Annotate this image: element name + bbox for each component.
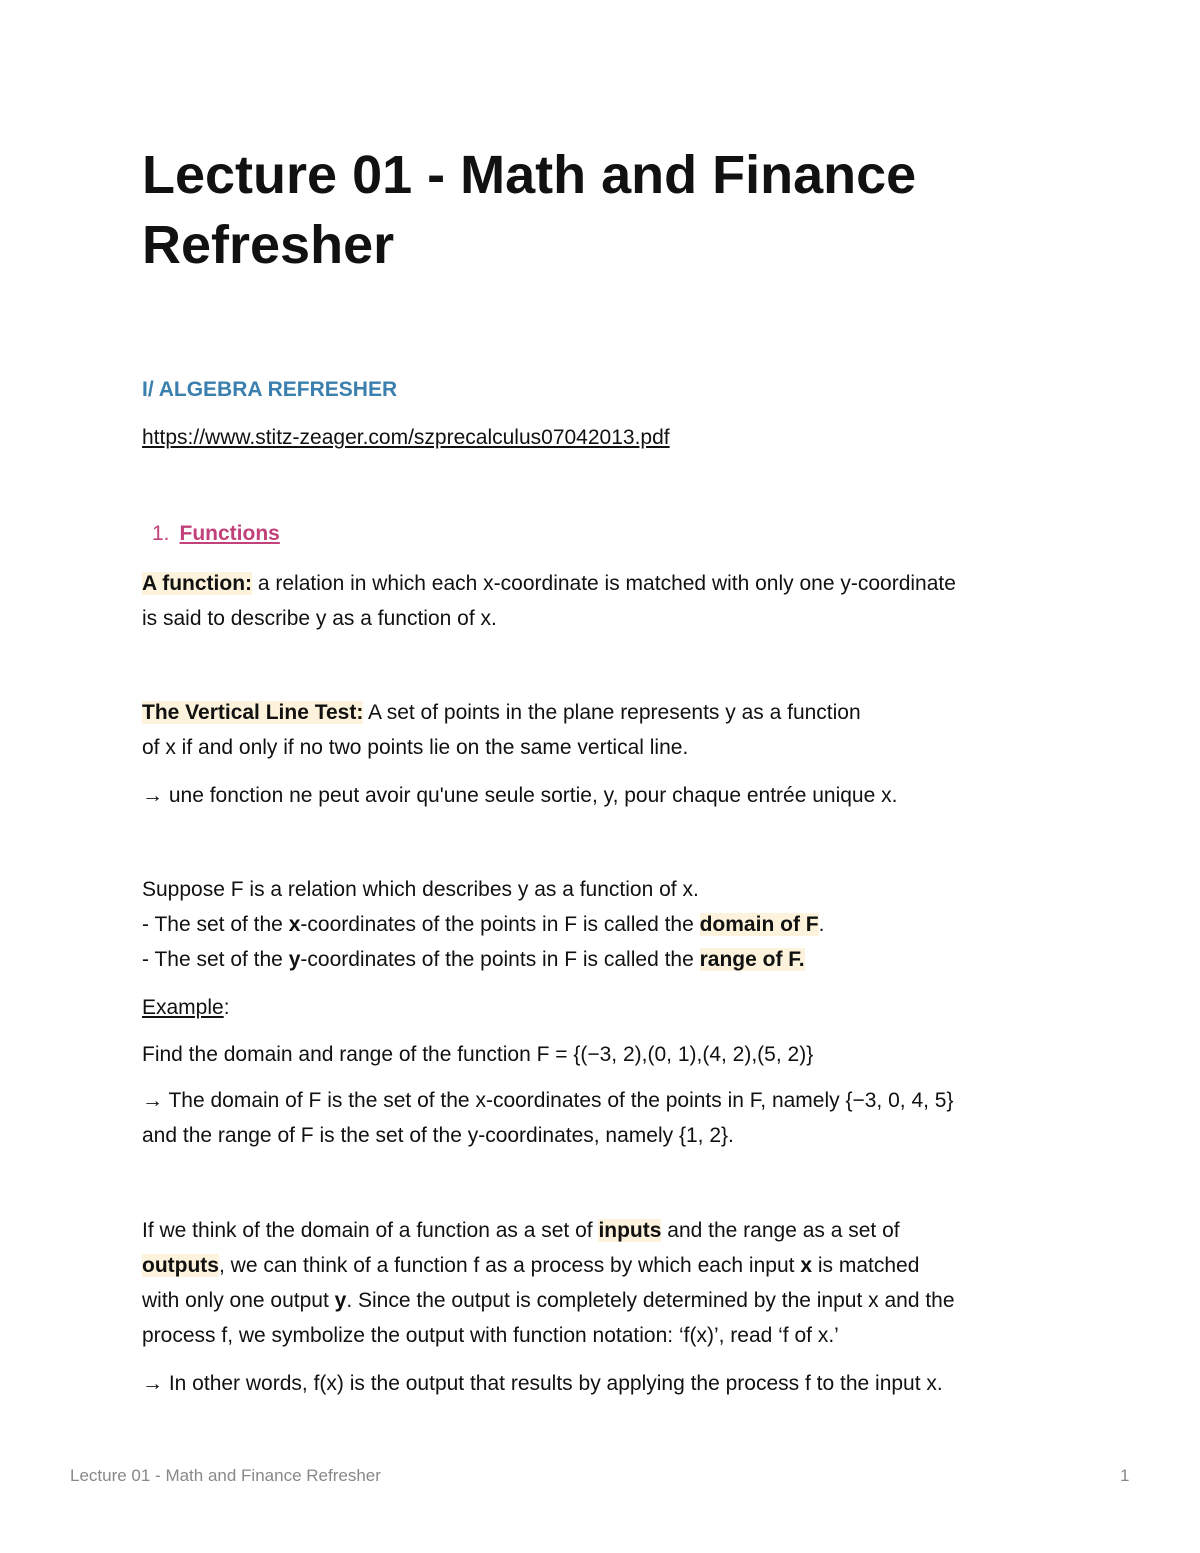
vertical-line-test [142, 695, 1072, 765]
function-definition [142, 566, 1072, 636]
suppose-line3-bold: y [288, 948, 301, 971]
vlt-line2: of x if and only if no two points lie on the same vertical line. [142, 736, 689, 759]
footer-title: Lecture 01 - Math and Finance Refresher [70, 1466, 381, 1485]
section-heading: I/ ALGEBRA REFRESHER [142, 378, 398, 401]
page-number: 1 [1120, 1466, 1130, 1485]
suppose-line2-pre: - The set of the [142, 913, 289, 936]
vertical-line-test-term: The Vertical Line Test: [142, 701, 364, 724]
outputs-highlight: outputs [142, 1254, 219, 1277]
reference-link[interactable]: https://www.stitz-zeager.com/szprecalculus07042013.pdf [142, 426, 670, 449]
io-line4: process f, we symbolize the output with function notation: ‘f(x)’, read ‘f of x.’ [142, 1324, 839, 1347]
example-answer-line2: and the range of F is the set of the y-coordinates, namely {1, 2}. [142, 1124, 734, 1147]
io-line1-post: and the range as a set of [661, 1219, 900, 1242]
io-line2-post: is matched [812, 1254, 920, 1277]
example-colon: : [223, 996, 230, 1019]
title-line-2: Refresher [142, 215, 395, 275]
vlt-line1: A set of points in the plane represents y as a function [363, 701, 861, 724]
io-line2-bold: x [800, 1254, 812, 1277]
page-title [142, 140, 1042, 280]
suppose-line3-pre: - The set of the [142, 948, 289, 971]
range-highlight: range of F. [699, 948, 805, 971]
suppose-paragraph [142, 872, 1072, 977]
inputs-outputs-paragraph [142, 1213, 1072, 1353]
title-line-1: Lecture 01 - Math and Finance [142, 145, 917, 205]
french-note: → une fonction ne peut avoir qu'une seule sortie, y, pour chaque entrée unique x. [142, 784, 898, 807]
suppose-line2-post: . [818, 913, 825, 936]
example-label [142, 990, 1072, 1025]
example-question: Find the domain and range of the function F = {(−3, 2),(0, 1),(4, 2),(5, 2)} [142, 1043, 814, 1066]
function-def-line2: is said to describe y as a function of x. [142, 607, 497, 630]
function-term: A function: [142, 572, 253, 595]
io-line3-pre: with only one output [142, 1289, 335, 1312]
io-line3-bold: y [334, 1289, 347, 1312]
suppose-line1: Suppose F is a relation which describes y as a function of x. [142, 878, 699, 901]
io-line3-post: . Since the output is completely determined by the input x and the [346, 1289, 955, 1312]
example-answer-line1: → The domain of F is the set of the x-coordinates of the points in F, namely {−3, 0, 4, 5} [142, 1089, 954, 1112]
inputs-highlight: inputs [598, 1219, 662, 1242]
subheading-text: Functions [179, 522, 280, 545]
io-line2-pre: , we can think of a function f as a process by which each input [218, 1254, 801, 1277]
suppose-line2-bold: x [288, 913, 301, 936]
suppose-line2-mid: -coordinates of the points in F is called the [300, 913, 700, 936]
io-line1-pre: If we think of the domain of a function as a set of [142, 1219, 599, 1242]
example-answer [142, 1083, 1072, 1153]
example-label-text: Example [142, 996, 224, 1019]
function-def-line1: a relation in which each x-coordinate is matched with only one y-coordinate [252, 572, 956, 595]
subheading-number: 1. [152, 522, 170, 545]
suppose-line3-mid: -coordinates of the points in F is called the [300, 948, 700, 971]
subheading-functions [152, 520, 280, 548]
domain-highlight: domain of F [699, 913, 819, 936]
other-words-note: → In other words, f(x) is the output that results by applying the process f to the input x. [142, 1372, 943, 1395]
